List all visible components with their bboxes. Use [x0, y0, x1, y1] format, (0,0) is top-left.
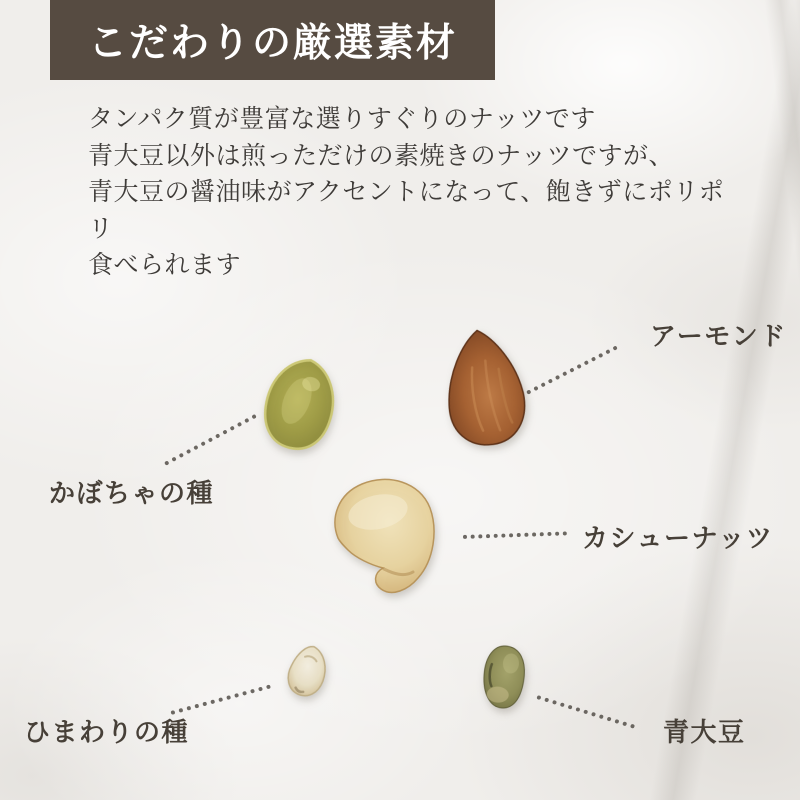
- cashew-leader-line: [463, 531, 567, 539]
- green-soybean-leader-line: [536, 695, 635, 729]
- almond-icon: [429, 320, 540, 454]
- pumpkin-seed-label: かぼちゃの種: [49, 478, 215, 508]
- cashew-icon: [322, 472, 444, 598]
- section-title: こだわりの厳選素材: [87, 22, 457, 65]
- sunflower-seed-icon: [279, 640, 332, 703]
- description-line-4: 食べられます: [88, 251, 242, 279]
- section-title-banner: [50, 0, 495, 80]
- description-paragraph: [88, 101, 748, 284]
- almond-leader-line: [526, 345, 618, 394]
- description-line-1: タンパク質が豊富な選りすぐりのナッツです: [88, 105, 596, 133]
- description-line-3: 青大豆の醤油味がアクセントになって、飽きずにポリポリ: [88, 178, 725, 243]
- green-soybean-icon: [479, 641, 530, 712]
- almond-label: アーモンド: [650, 321, 787, 351]
- pumpkin-seed-leader-line: [164, 414, 257, 466]
- pumpkin-seed-icon: [252, 348, 349, 460]
- description-line-2: 青大豆以外は煎っただけの素焼きのナッツですが、: [88, 141, 675, 170]
- cashew-label: カシューナッツ: [582, 523, 774, 553]
- sunflower-seed-label: ひまわりの種: [24, 717, 190, 747]
- sunflower-seed-leader-line: [170, 684, 271, 715]
- green-soybean-label: 青大豆: [663, 717, 746, 747]
